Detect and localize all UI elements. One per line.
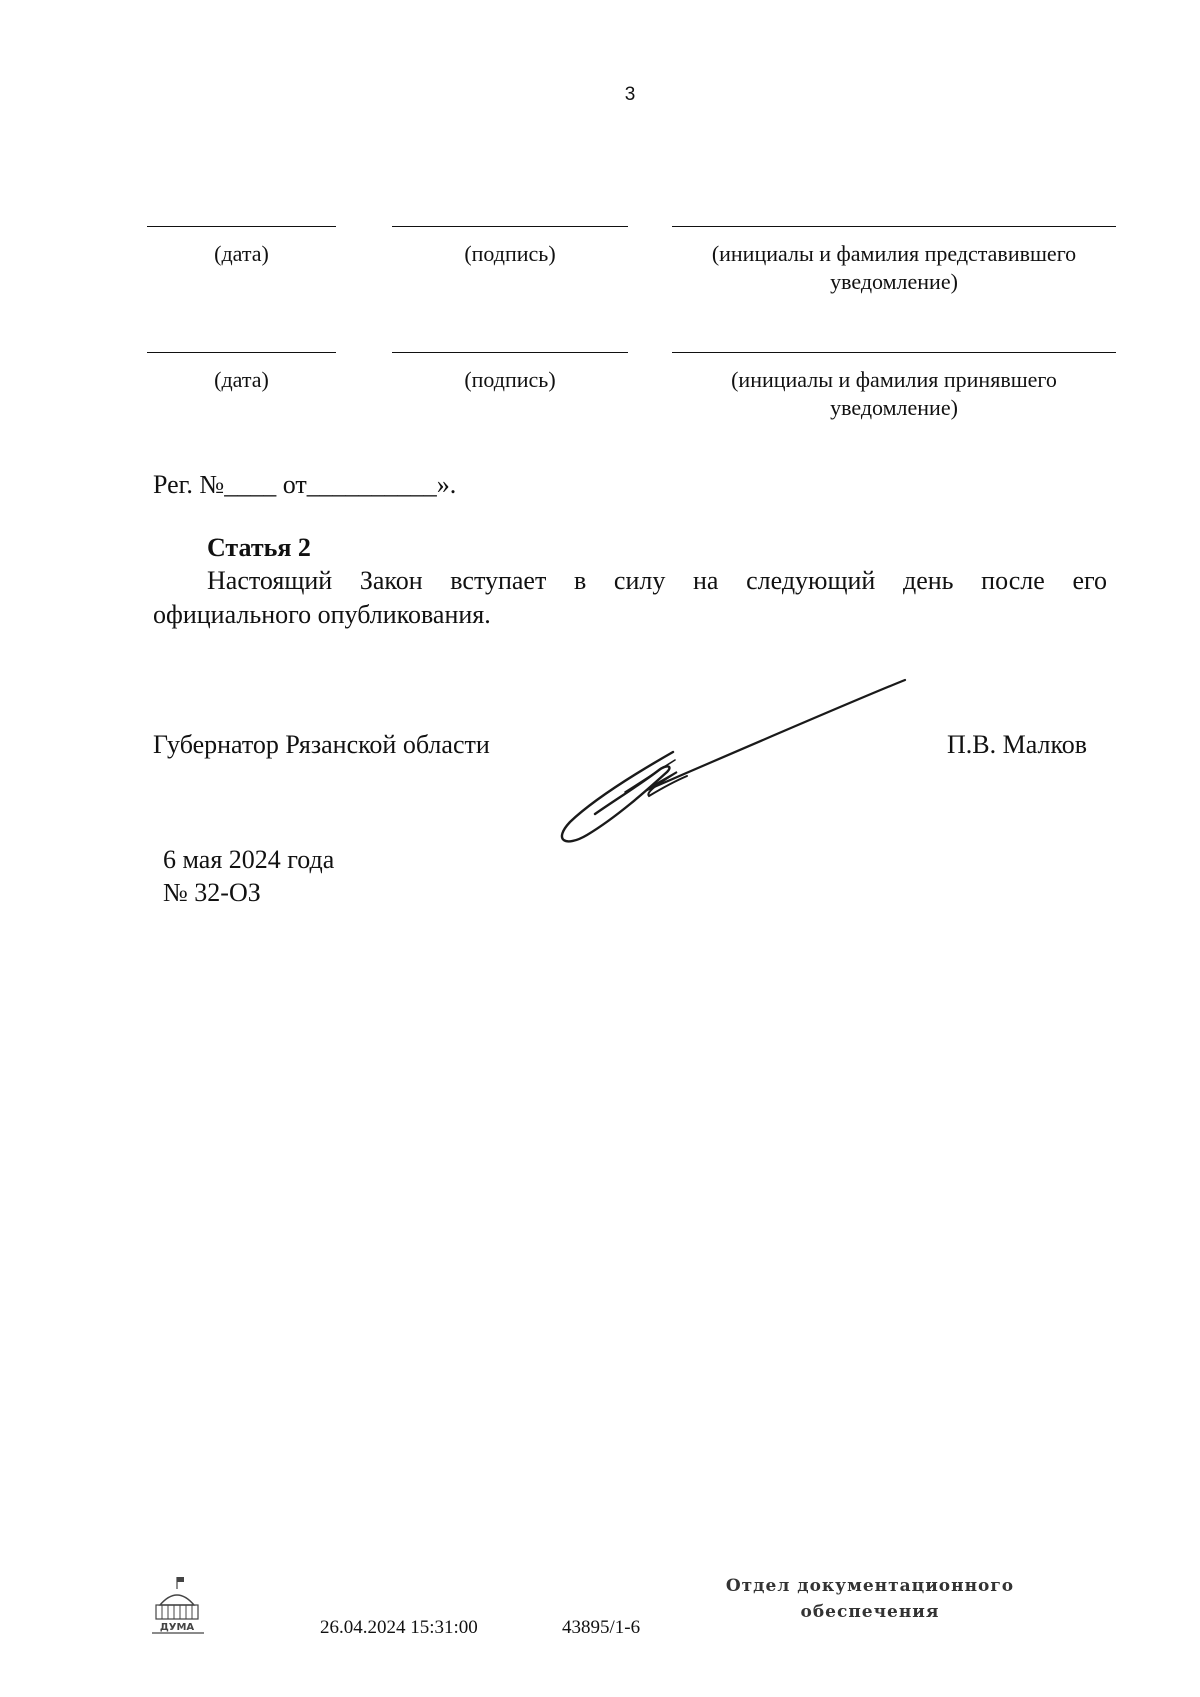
duma-logo [148,1575,208,1637]
signature-line-1 [392,226,628,227]
article-title: Статья 2 [207,533,311,562]
article-text-line1: Настоящий Закон вступает в силу на следующий день после его [207,566,1107,595]
signatory-position: Губернатор Рязанской области [153,730,490,759]
department-stamp-line2: обеспечения [800,1602,940,1622]
name-caption-1-line2: уведомление) [830,269,958,294]
article-text-line2: официального опубликования. [153,600,491,629]
department-stamp [720,1573,1020,1625]
duma-building-icon [148,1575,208,1637]
handwritten-signature [555,672,915,852]
department-stamp-line1: Отдел документационного [725,1576,1015,1596]
law-number: № 32-ОЗ [163,878,261,907]
name-caption-1 [672,240,1116,296]
signature-caption-1: (подпись) [464,241,556,266]
name-caption-2-line2: уведомление) [830,395,958,420]
name-line-2 [672,352,1116,353]
footer-timestamp: 26.04.2024 15:31:00 [320,1617,478,1638]
name-line-1 [672,226,1116,227]
signature-caption-2: (подпись) [464,367,556,392]
duma-logo-text: ДУМА [159,1622,195,1633]
date-line-1 [147,226,336,227]
footer-doc-number: 43895/1-6 [562,1617,641,1638]
name-caption-1-line1: (инициалы и фамилия представившего [711,241,1077,266]
law-date: 6 мая 2024 года [163,845,335,874]
date-caption-2: (дата) [214,367,269,392]
name-caption-2-line1: (инициалы и фамилия принявшего [731,367,1057,392]
date-line-2 [147,352,336,353]
page-number: 3 [624,84,636,105]
date-caption-1: (дата) [214,241,269,266]
name-caption-2 [672,366,1116,422]
signatory-name: П.В. Малков [947,730,1088,759]
signature-line-2 [392,352,628,353]
registration-line: Рег. №____ от__________». [153,470,457,499]
